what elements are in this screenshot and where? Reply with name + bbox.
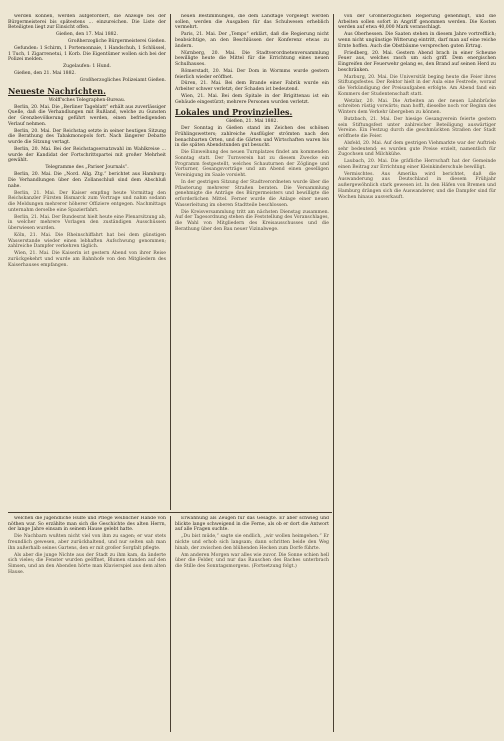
lokales-text-1: Der Sonntag in Gießen stand im Zeichen des schönen Frühlingswetters; zahlreiche Ausflügler strömten nach den benachbarten Orten, und die Gärten und Wirtschaften waren bis in die späten Abendstunden gut besucht.: [175, 126, 329, 149]
article-filler-3: Köln, 21. Mai. Die Rheinschiffahrt hat bei dem günstigen Wasserstande wieder einen lebhaften Aufschwung genommen; zahlreiche Dampfer verkehren täglich.: [8, 232, 166, 250]
feuilleton-2-text-3: Am anderen Morgen war alles wie zuvor. Die Sonne schien hell über die Felder, und nur das Rauschen des Baches unterbrach die Stille des Sonntagsmorgens. (Fortsetzung folgt.): [175, 552, 329, 569]
lokales-text-4: Die Kreisversammlung tritt am nächsten Dienstag zusammen. Auf der Tagesordnung stehen die Feststellung des Voranschlages, die Wahl von Mitgliedern des Kreisausschusses und die Berathung über den Bau neuer Vizinalwege.: [175, 209, 329, 232]
article-col2-paris: Paris, 21. Mai. Der „Temps“ erklärt, daß die Regierung nicht beabsichtige, an den Beschlüssen der Konferenz etwas zu ändern.: [175, 32, 329, 49]
zugelaufen-text: Gießen, den 21. Mai 1882.: [14, 71, 76, 77]
article-filler-1: Berlin, 21. Mai. Der Kaiser empfing heute Vormittag den Reichskanzler Fürsten Bismarck zum Vortrage und nahm sodann die Meldungen mehrerer höherer Offiziere entgegen. Nachmittags unternahm derselbe eine Spazierfahrt.: [8, 190, 166, 213]
notice-date: Gießen, den 17. Mai 1882.: [56, 32, 118, 38]
neueste-nachrichten-heading: Neueste Nachrichten.: [8, 85, 106, 96]
feuilleton-column-2: [175, 516, 329, 732]
notice-body-2: Gefunden: 1 Schirm, 1 Portemonnaie, 1 Handschuh, 1 Schlüssel, 1 Tuch, 1 Zigarrenetui, 1 Korb. Die Eigentümer wollen sich bei der Polizei melden.: [8, 46, 166, 63]
lokales-text-2: Die Einweihung des neuen Turnplatzes findet am kommenden Sonntag statt. Der Turnverein hat zu diesem Zwecke ein Programm festgestellt, welches Schauturnen der Zöglinge und Vorturner, Gesangsvorträge und am Abend einen geselligen Vereinigung im Saale vorsieht.: [175, 150, 329, 179]
article-col2-intro: neuen Bestimmungen, die dem Landtage vorgelegt werden sollen, werden die Ausgaben für das Schulwesen erheblich vermehrt.: [175, 14, 329, 31]
article-berlin-1: Berlin, 20. Mai. Die „Berliner Tageblatt“ erhält aus zuverlässiger Quelle, daß die Verhandlungen mit Rußland, welche zu Gunsten der Grenzbevölkerung geführt werden, einen befriedigenden Verlauf nehmen.: [8, 104, 166, 127]
section-rule: [8, 512, 332, 513]
col3-text-7: Alsfeld, 20. Mai. Auf dem gestrigen Viehmarkte war der Auftrieb sehr bedeutend; es wurden gute Preise erzielt, namentlich für Zugochsen und Milchkühe.: [338, 140, 496, 158]
article-berlin-3: Berlin, 20. Mai. Bei der Reichstagsersatzwahl im Wahlkreise ... wurde der Kandidat der Fortschrittspartei mit großer Mehrheit gewählt.: [8, 147, 166, 164]
article-col2-roemer: Römerstadt, 20. Mai. Der Dom in Wormms wurde gestern feierlich wieder eröffnet.: [175, 68, 329, 80]
telegram-heading: Telegramme des „Pariser Journals“.: [45, 165, 129, 171]
col3-text-3: Friedberg, 20. Mai. Gestern Abend brach in einer Scheune Feuer aus, welches rasch um sich griff. Dem energischen Eingreifen der Feuerwehr gelang es, den Brand auf seinen Herd zu beschränken.: [338, 50, 496, 73]
notice-signature: Großherzogliche Bürgermeisterei Gießen.: [67, 39, 166, 45]
feuilleton-1-text-1: welchen die jugendliche Hülfe und Pflege weiblicher Hände von nöthen war. So erzählte man sich die Geschichte des alten Herrn, der lange Jahre einsam in seinem Hause gelebt hatte.: [8, 516, 166, 533]
article-filler-2: Berlin, 21. Mai. Der Bundesrat hielt heute eine Plenarsitzung ab, in welcher mehrere Vorlagen den zuständigen Ausschüssen überwiesen wurden.: [8, 214, 166, 231]
feuilleton-2-text-2: „Du bist müde,“ sagte sie endlich, „wir wollen heimgehen.“ Er nickte und erhob sich langsam; dann schritten beide den Weg hinab, der zwischen den blühenden Hecken zum Dorfe führte.: [175, 534, 329, 551]
feuilleton-1-text-3: Als aber die junge Nichte aus der Stadt zu ihm kam, da änderte sich vieles; die Fenster wurden geöffnet, Blumen standen auf den Simsen, und an den Abenden hörte man Klavierspiel aus dem alten Hause.: [8, 552, 166, 575]
lokales-heading: Lokales und Provinzielles.: [175, 107, 293, 118]
notice-lines-top: werden können, werden aufgefordert, die Anzeige bei der Bürgermeisterei bis spätestens ... einzureichen. Die Liste der Beteiligten liegt zur Einsicht offen.: [8, 14, 166, 31]
column-2: [175, 14, 329, 510]
column-1: [8, 14, 166, 510]
article-col2-wien: Wien, 21. Mai. Bei dem Spitale in der Brigittenau ist ein Gebäude eingestürzt; mehrere Personen wurden verletzt.: [175, 94, 329, 105]
section-subheading: Wolff'sches Telegraphen-Bureau.: [48, 97, 126, 103]
zugelaufen-signature: Großherzogliches Polizeiamt Gießen.: [79, 78, 166, 84]
col3-text-4: Marburg, 20. Mai. Die Universität beging heute die Feier ihres Stiftungsfestes. Der Rektor hielt in der Aula eine Festrede, worauf die Verkündigung der Preisaufgaben erfolgte. Am Abend fand ein Kommers der Studentenschaft statt.: [338, 74, 496, 97]
article-berlin-2: Berlin, 20. Mai. Der Reichstag setzte in seiner heutigen Sitzung die Berathung des Tabakmonopols fort. Nach längerer Debatte wurde die Sitzung vertagt.: [8, 128, 166, 146]
col3-text-9: Vermischtes. Aus Amerika wird berichtet, daß die Auswanderung aus Deutschland in diesem Frühjahr außergewöhnlich stark gewesen ist. In den Häfen von Bremen und Hamburg drängen sich die Auswanderer, und die Dampfer sind für Wochen hinaus ausverkauft.: [338, 171, 496, 200]
col3-text-8: Laubach, 20. Mai. Die gräfliche Herrschaft hat der Gemeinde einen Beitrag zur Errichtung einer Kleinkinderschule bewilligt.: [338, 159, 496, 170]
col3-text-1: von der Großherzoglichen Regierung genehmigt, und die Arbeiten sollen sofort in Angriff genommen werden. Die Kosten werden auf etwa 40,000 Mark veranschlagt.: [338, 14, 496, 31]
article-berlin-4: Berlin, 20. Mai. Die „Nord. Allg. Ztg.“ berichtet aus Hamburg: Die Verhandlungen über den Zollanschluß sind dem Abschluß nahe.: [8, 172, 166, 189]
article-col2-nuernberg: Nürnberg, 20. Mai. Die Stadtverordnetenversammlung bewilligte heute die Mittel für die Errichtung eines neuen Schulhauses.: [175, 50, 329, 67]
feuilleton-column-1: [8, 516, 166, 732]
zugelaufen-heading: Zugelaufen: 1 Hund.: [62, 64, 112, 70]
col3-text-5: Wetzlar, 20. Mai. Die Arbeiten an der neuen Lahnbrücke schreiten rüstig vorwärts; man hofft, dieselbe noch vor Beginn des Winters dem Verkehr übergeben zu können.: [338, 98, 496, 115]
column-rule: [170, 516, 171, 732]
col3-text-2: Aus Oberhessen. Die Saaten stehen in diesem Jahre vortrefflich; wenn nicht ungünstige Witterung eintritt, darf man auf eine reiche Ernte hoffen. Auch die Obstbäume versprechen guten Ertrag.: [338, 32, 496, 49]
lokales-text-3: In der gestrigen Sitzung der Stadtverordneten wurde über die Pflasterung mehrerer Straßen beraten. Die Versammlung genehmigte die Anträge des Bürgermeisters und bewilligte die erforderlichen Mittel. Ferner wurde die Anlage einer neuen Wasserleitung im oberen Stadtteile beschlossen.: [175, 180, 329, 208]
col3-text-6: Butzbach, 21. Mai. Der hiesige Gesangverein feierte gestern sein Stiftungsfest unter zahlreicher Beteiligung auswärtiger Vereine. Ein Festzug durch die geschmückten Straßen der Stadt eröffnete die Feier.: [338, 116, 496, 139]
article-filler-4: Wien, 21. Mai. Die Kaiserin ist gestern Abend von ihrer Reise zurückgekehrt und wurde am Bahnhofe von den Mitgliedern des Kaiserhauses empfangen.: [8, 251, 166, 268]
column-rule: [333, 14, 334, 732]
feuilleton-1-text-2: Die Nachbarn wußten nicht viel von ihm zu sagen; er war stets freundlich gewesen, aber zurückhaltend, und nur selten sah man ihn außerhalb seines Gartens, den er mit großer Sorgfalt pflegte.: [8, 534, 166, 551]
article-col2-duren: Düren, 21. Mai. Bei dem Brande einer Fabrik wurde ein Arbeiter schwer verletzt; der Schaden ist bedeutend.: [175, 81, 329, 93]
lokales-date: Gießen, 21. Mai 1882.: [226, 119, 278, 125]
feuilleton-2-text-1: Erwähnung als Zeugen für das Gesagte. Er aber schwieg und blickte lange schweigend in die Ferne, als ob er dort die Antwort auf alle Fragen suchte.: [175, 516, 329, 533]
column-3: [338, 14, 496, 732]
column-rule: [170, 14, 171, 510]
